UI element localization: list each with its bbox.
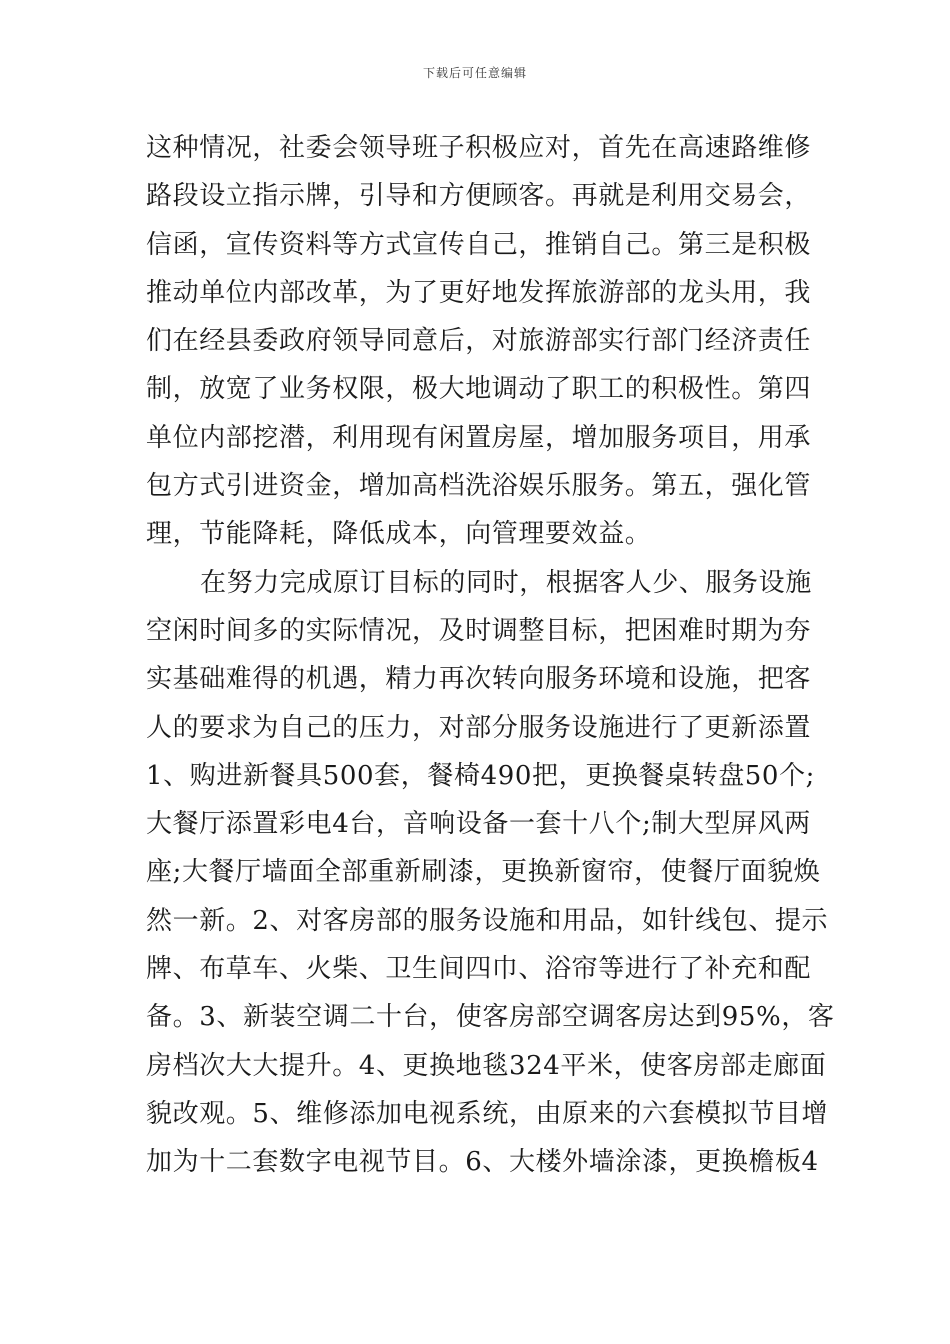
text-line: 人的要求为自己的压力，对部分服务设施进行了更新添置 bbox=[146, 712, 812, 743]
document-body bbox=[146, 124, 835, 1187]
text-line: 房档次大大提升。4、更换地毯324平米，使客房部走廊面 bbox=[146, 1050, 827, 1081]
paragraph-1 bbox=[146, 124, 810, 559]
text-line: 推动单位内部改革，为了更好地发挥旅游部的龙头用，我 bbox=[146, 277, 812, 308]
text-line: 制，放宽了业务权限，极大地调动了职工的积极性。第四 bbox=[146, 374, 812, 405]
text-line: 这种情况，社委会领导班子积极应对，首先在高速路维修 bbox=[146, 133, 812, 163]
text-line: 单位内部挖潜，利用现有闲置房屋，增加服务项目，用承 bbox=[146, 422, 812, 453]
text-line: 包方式引进资金，增加高档洗浴娱乐服务。第五，强化管 bbox=[146, 471, 812, 502]
text-line: 们在经县委政府领导同意后，对旅游部实行部门经济责任 bbox=[146, 326, 812, 357]
text-line: 空闲时间多的实际情况，及时调整目标，把困难时期为夯 bbox=[146, 615, 812, 646]
text-line: 在努力完成原订目标的同时，根据客人少、服务设施 bbox=[200, 567, 812, 598]
text-line: 貌改观。5、维修添加电视系统，由原来的六套模拟节目增 bbox=[146, 1098, 829, 1129]
text-line: 理，节能降耗，降低成本，向管理要效益。 bbox=[146, 519, 652, 550]
text-line: 牌、布草车、火柴、卫生间四巾、浴帘等进行了补充和配 bbox=[146, 954, 812, 985]
paragraph-2 bbox=[146, 559, 835, 1187]
text-line: 实基础难得的机遇，精力再次转向服务环境和设施，把客 bbox=[146, 664, 812, 695]
text-line: 备。3、新装空调二十台，使客房部空调客房达到95%，客 bbox=[146, 1002, 835, 1033]
text-line: 信函，宣传资料等方式宣传自己，推销自己。第三是积极 bbox=[146, 229, 812, 260]
text-line: 座;大餐厅墙面全部重新刷漆，更换新窗帘，使餐厅面貌焕 bbox=[146, 857, 821, 888]
text-line: 大餐厅添置彩电4台，音响设备一套十八个;制大型屏风两 bbox=[146, 809, 811, 840]
page-header: 下载后可任意编辑 bbox=[422, 66, 527, 80]
text-line: 加为十二套数字电视节目。6、大楼外墙涂漆，更换檐板4 bbox=[146, 1147, 819, 1178]
text-line: 路段设立指示牌，引导和方便顾客。再就是利用交易会， bbox=[146, 181, 812, 212]
text-line: 然一新。2、对客房部的服务设施和用品，如针线包、提示 bbox=[146, 905, 829, 936]
text-line: 1、购进新餐具500套，餐椅490把，更换餐桌转盘50个; bbox=[146, 760, 816, 791]
